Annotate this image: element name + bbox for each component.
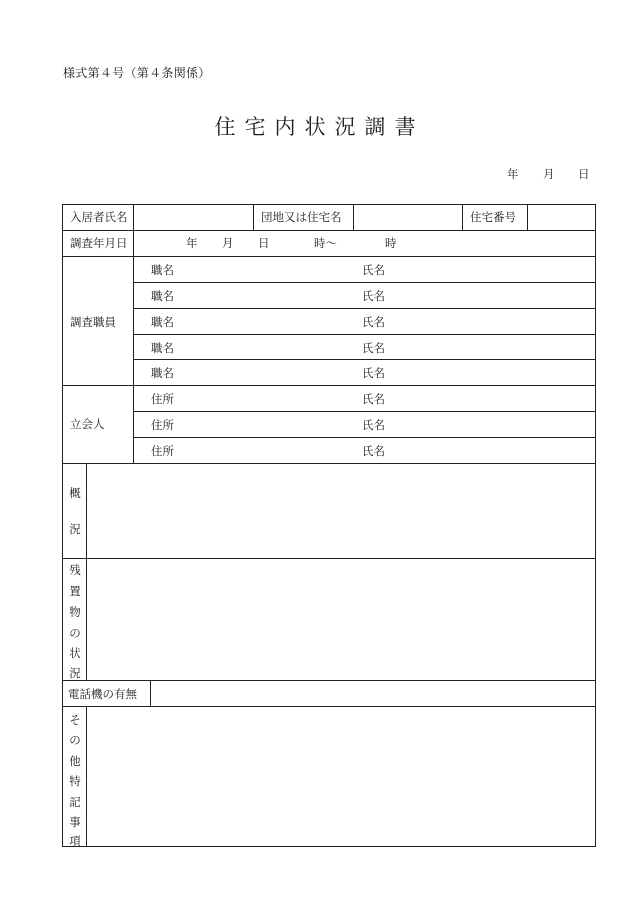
staff-post-label: 職名 (151, 341, 174, 355)
staff-name-label: 氏名 (362, 341, 385, 355)
row-survey-date (63, 230, 595, 256)
other-label-char: 特 (69, 774, 81, 788)
witness-row (133, 411, 595, 437)
other-label-char: 他 (69, 754, 81, 768)
staff-block (63, 256, 595, 385)
form-number: 様式第４号（第４条関係） (63, 66, 211, 80)
date-day: 日 (578, 167, 590, 181)
staff-name-label: 氏名 (362, 289, 385, 303)
staff-post-label: 職名 (151, 263, 174, 277)
witness-address-label: 住所 (151, 444, 174, 458)
staff-post-label: 職名 (151, 315, 174, 329)
survey-date-month: 月 (222, 236, 234, 250)
survey-date-year: 年 (186, 236, 198, 250)
other-label-char: 事 (69, 815, 81, 829)
witness-name-label: 氏名 (362, 444, 385, 458)
other-label-char: の (69, 733, 81, 747)
remaining-label-char: 状 (69, 646, 81, 660)
remaining-items-field[interactable] (87, 559, 595, 680)
staff-post-label: 職名 (151, 366, 174, 380)
survey-date-day: 日 (258, 236, 270, 250)
other-label-char: 記 (69, 795, 81, 809)
phone-label: 電話機の有無 (68, 687, 137, 701)
remaining-label-char: 置 (69, 584, 81, 598)
other-label-char: そ (69, 713, 81, 727)
remaining-label-char: 物 (69, 605, 81, 619)
staff-row (133, 359, 595, 386)
staff-post-label: 職名 (151, 289, 174, 303)
remaining-label-char: 況 (69, 666, 81, 680)
remaining-label-char: 残 (69, 563, 81, 577)
overview-field[interactable] (87, 464, 595, 558)
survey-date-label: 調査年月日 (70, 236, 128, 250)
staff-row (133, 257, 595, 282)
overview-label-char: 況 (69, 522, 81, 536)
survey-time-to: 時 (385, 236, 397, 250)
date-month: 月 (543, 167, 555, 181)
complex-name-field[interactable] (354, 206, 461, 229)
resident-name-label: 入居者氏名 (70, 210, 128, 224)
staff-label: 調査職員 (70, 315, 116, 329)
overview-block (63, 463, 595, 558)
staff-row (133, 334, 595, 360)
witness-name-label: 氏名 (362, 418, 385, 432)
staff-row (133, 282, 595, 308)
phone-row (63, 680, 595, 706)
document-title: 住宅内状況調書 (214, 115, 425, 139)
witness-name-label: 氏名 (362, 392, 385, 406)
staff-row (133, 308, 595, 334)
witness-label: 立会人 (70, 417, 105, 431)
house-number-field[interactable] (528, 206, 594, 229)
resident-name-field[interactable] (134, 206, 252, 229)
survey-time-from: 時～ (314, 236, 337, 250)
overview-label-char: 概 (69, 486, 81, 500)
survey-form-table (62, 204, 596, 847)
other-notes-field[interactable] (87, 707, 595, 847)
other-notes-block (63, 706, 595, 847)
witness-block (63, 385, 595, 463)
date-year: 年 (507, 167, 519, 181)
row-resident (63, 205, 595, 230)
complex-name-label: 団地又は住宅名 (261, 210, 342, 224)
remaining-items-block (63, 558, 595, 680)
staff-name-label: 氏名 (362, 366, 385, 380)
house-number-label: 住宅番号 (470, 210, 516, 224)
phone-field[interactable] (151, 681, 595, 706)
witness-address-label: 住所 (151, 392, 174, 406)
witness-row (133, 437, 595, 464)
date-line (507, 166, 592, 182)
witness-address-label: 住所 (151, 418, 174, 432)
staff-name-label: 氏名 (362, 315, 385, 329)
remaining-label-char: の (69, 626, 81, 640)
other-label-char: 項 (69, 834, 81, 848)
staff-name-label: 氏名 (362, 263, 385, 277)
witness-row (133, 386, 595, 411)
